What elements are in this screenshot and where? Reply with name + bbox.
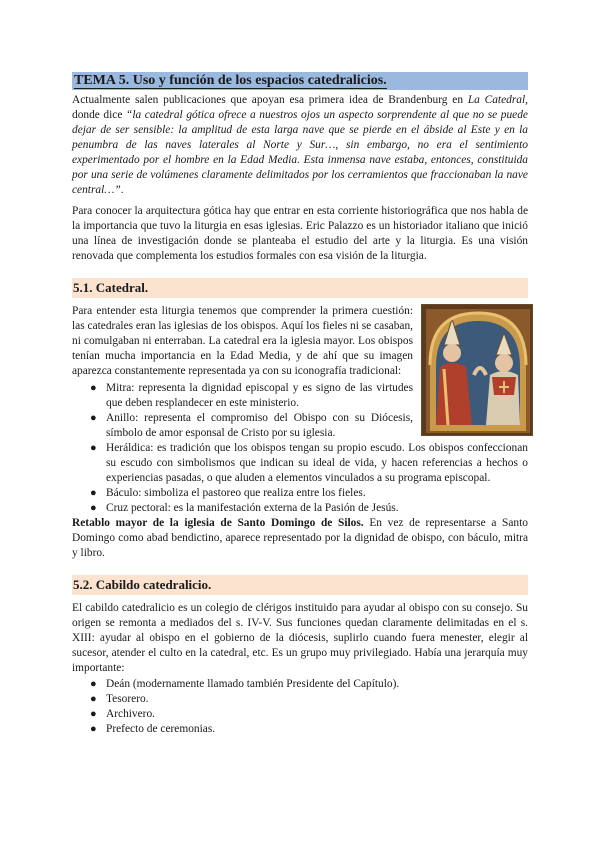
retablo-title: Retablo mayor de la iglesia de Santo Domingo de Silos.: [72, 517, 364, 529]
book-title: La Catedral: [467, 94, 526, 106]
list-item: ● Báculo: simboliza el pastoreo que realiza entre los fieles.: [90, 487, 366, 499]
intro-paragraph-2: Para conocer la arquitectura gótica hay que entrar en esta corriente historiográfica que nos habla de la importancia que tuvo la liturgia en esas iglesias. Eric Palazzo es un historiador italiano que inició una línea de investigación donde se planteaba el estudio del arte y la liturgia. Es una visión renovada que complementa los estudios formales con esa visión de la liturgia.: [72, 205, 528, 262]
document-page: [72, 72, 528, 737]
section-heading-catedral: 5.1. Catedral.: [72, 278, 528, 298]
bishop-attributes-list: [72, 381, 528, 516]
chapter-title-prefix: TEMA 5.: [74, 73, 133, 88]
cabildo-hierarchy-list: [72, 677, 528, 737]
chapter-title-text: Uso y función de los espacios catedralicios.: [132, 73, 387, 88]
brandenburg-quote: “la catedral gótica ofrece a nuestros ojos un aspecto sorprendente al que no se puede dejar de ser sensible: la amplitud de esta larga nave que se pierde en el ábside al Este y en la penumbra de las naves laterales al Norte y Sur…, sin embargo, no era el sentimiento experimentado por el hombre en la Edad Media. Esta inmensa nave estaba, entonces, constituida por una serie de volúmenes claramente delimitados por los cerramientos que fraccionaban la nave central…”: [72, 109, 528, 196]
cabildo-paragraph: El cabildo catedralicio es un colegio de clérigos instituido para ayudar al obispo con su consejo. Su origen se remonta a mediados del s. IV-V. Sus funciones quedan claramente delimitadas en el s. XIII: ayudar al obispo en el gobierno de la diócesis, suplirlo cuando fuera menester, elegir al sucesor, atender el culto en la catedral, etc. Es un grupo muy privilegiado. Había una jerarquía muy importante:: [72, 602, 528, 674]
list-item: ● Anillo: representa el compromiso del Obispo con su Diócesis, símbolo de amor esponsal de Cristo por su iglesia.: [90, 412, 413, 439]
list-item: ● Cruz pectoral: es la manifestación externa de la Pasión de Jesús.: [90, 502, 399, 514]
list-item: ● Mitra: representa la dignidad episcopal y es signo de las virtudes que deben resplandecer en este ministerio.: [90, 382, 413, 409]
list-item: ● Archivero.: [90, 708, 156, 720]
catedral-paragraph: Para entender esta liturgia tenemos que comprender la primera cuestión: las catedrales eran las iglesias de los obispos. Aquí los fieles ni se casaban, ni comulgaban ni enterraban. La catedral era la iglesia mayor. Los obispos tenían mucha importancia en la Edad Media, y de ahí que su imagen aparezca constantemente representada ya con su iconografía tradicional:: [72, 305, 413, 377]
list-item: ● Deán (modernamente llamado también Presidente del Capítulo).: [90, 678, 400, 690]
section-heading-cabildo: 5.2. Cabildo catedralicio.: [72, 575, 528, 595]
chapter-title: [72, 72, 528, 90]
retablo-paragraph: Retablo mayor de la iglesia de Santo Domingo de Silos. En vez de representarse a Santo Domingo como abad bendictino, aparece representado por la dignidad de obispo, con báculo, mitra y libro.: [72, 517, 528, 559]
intro-paragraph-1: Actualmente salen publicaciones que apoyan esa primera idea de Brandenburg en La Catedral, donde dice “la catedral gótica ofrece a nuestros ojos un aspecto sorprendente al que no se puede dejar de ser sensible: la amplitud de esta larga nave que se pierde en el ábside al Este y en la penumbra de las naves laterales al Norte y Sur…, sin embargo, no era el sentimiento experimentado por el hombre en la Edad Media. Esta inmensa nave estaba, entonces, constituida por una serie de volúmenes claramente delimitados por los cerramientos que fraccionaban la nave central…”.: [72, 94, 528, 196]
list-item: ● Prefecto de ceremonias.: [90, 723, 216, 735]
catedral-section-body: [72, 304, 528, 561]
list-item: ● Tesorero.: [90, 693, 149, 705]
list-item: ● Heráldica: es tradición que los obispos tengan su propio escudo. Los obispos confeccionan su escudo con simbolismos que indican su ideal de vida, y hacen referencias a hechos o experiencias pasadas, o que aluden a elementos vinculados a su programa episcopal.: [90, 442, 528, 484]
